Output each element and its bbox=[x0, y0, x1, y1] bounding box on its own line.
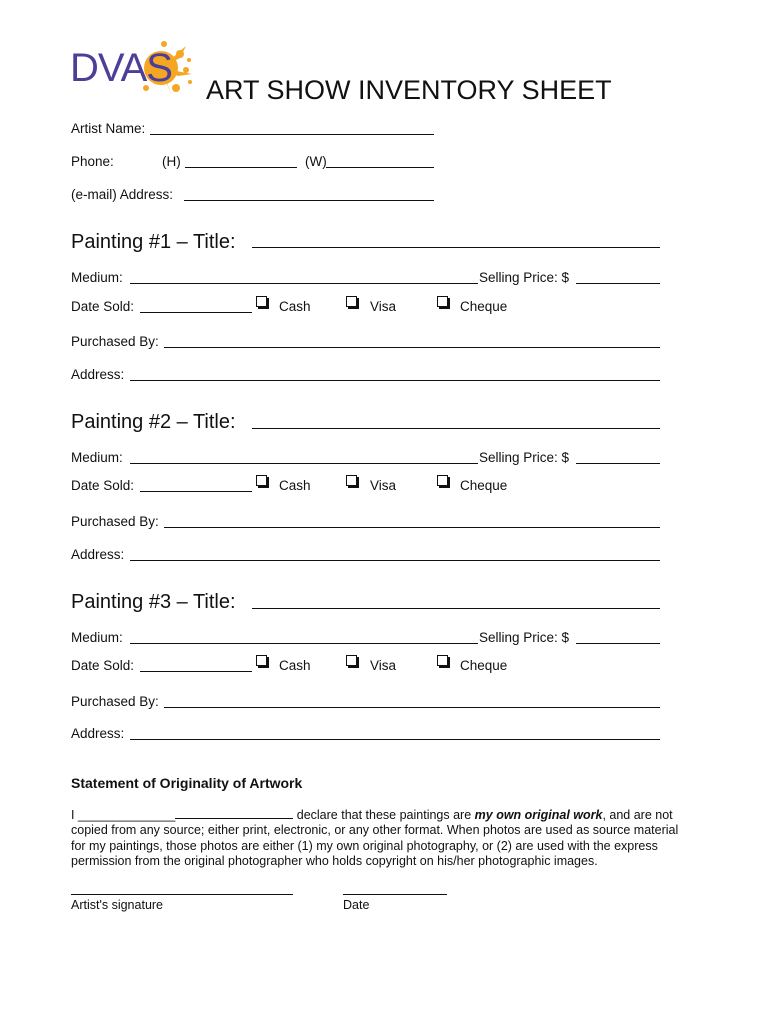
painting-3-cheque-label: Cheque bbox=[460, 658, 508, 673]
painting-2-medium-field[interactable] bbox=[130, 463, 478, 464]
painting-1-cheque-checkbox[interactable] bbox=[437, 296, 448, 307]
painting-2-visa-checkbox[interactable] bbox=[346, 475, 357, 486]
painting-1-date-sold-field[interactable] bbox=[140, 312, 252, 313]
painting-3-purchased-by-field[interactable] bbox=[164, 707, 660, 708]
painting-1-heading: Painting #1 – Title: bbox=[71, 231, 236, 253]
statement-text-after: , and are not copied from any source; either print, electronic, or any other format. When photos are used as source material for my paintings, those photos are either (1) my own original photography, or (2) are used with the express permission from the original photographer who holds copyright on his/her photographic images. bbox=[71, 808, 679, 868]
painting-1-cash-label: Cash bbox=[279, 299, 311, 314]
painting-3-cheque-checkbox[interactable] bbox=[437, 655, 448, 666]
statement-paragraph bbox=[71, 808, 691, 869]
painting-2-cash-checkbox[interactable] bbox=[256, 475, 267, 486]
statement-emphasis: my own original work bbox=[474, 808, 603, 822]
painting-2-price-label: Selling Price: $ bbox=[479, 450, 570, 465]
painting-1-date-sold-label: Date Sold: bbox=[71, 299, 135, 314]
painting-3-heading: Painting #3 – Title: bbox=[71, 591, 236, 613]
painting-2-purchased-by-label: Purchased By: bbox=[71, 514, 159, 529]
painting-2-title-field[interactable] bbox=[252, 428, 660, 429]
declarant-name-field[interactable] bbox=[175, 808, 293, 819]
painting-3-date-sold-label: Date Sold: bbox=[71, 658, 135, 673]
painting-2-cheque-label: Cheque bbox=[460, 478, 508, 493]
date-label: Date bbox=[343, 898, 370, 912]
painting-1-medium-label: Medium: bbox=[71, 270, 123, 285]
painting-2-medium-label: Medium: bbox=[71, 450, 123, 465]
painting-3-price-field[interactable] bbox=[576, 643, 660, 644]
painting-3-price-label: Selling Price: $ bbox=[479, 630, 570, 645]
dvas-logo bbox=[68, 36, 198, 106]
logo-text: DVAS bbox=[70, 46, 172, 90]
painting-3-address-label: Address: bbox=[71, 726, 125, 741]
painting-3-medium-label: Medium: bbox=[71, 630, 123, 645]
painting-3-cash-checkbox[interactable] bbox=[256, 655, 267, 666]
work-phone-label: (W) bbox=[305, 154, 327, 169]
signature-label: Artist's signature bbox=[71, 898, 164, 912]
painting-3-medium-field[interactable] bbox=[130, 643, 478, 644]
page-title: ART SHOW INVENTORY SHEET bbox=[206, 75, 612, 105]
painting-1-visa-label: Visa bbox=[370, 299, 397, 314]
painting-3-address-field[interactable] bbox=[130, 739, 660, 740]
signature-field[interactable] bbox=[71, 894, 293, 895]
painting-3-date-sold-field[interactable] bbox=[140, 671, 252, 672]
email-field[interactable] bbox=[184, 200, 434, 201]
painting-1-medium-field[interactable] bbox=[130, 283, 478, 284]
painting-1-address-label: Address: bbox=[71, 367, 125, 382]
painting-1-visa-checkbox[interactable] bbox=[346, 296, 357, 307]
artist-name-field[interactable] bbox=[150, 134, 434, 135]
painting-3-cash-label: Cash bbox=[279, 658, 311, 673]
painting-2-date-sold-label: Date Sold: bbox=[71, 478, 135, 493]
painting-2-cash-label: Cash bbox=[279, 478, 311, 493]
painting-2-visa-label: Visa bbox=[370, 478, 397, 493]
statement-prefix: I ______________ bbox=[71, 808, 176, 822]
painting-2-heading: Painting #2 – Title: bbox=[71, 411, 236, 433]
painting-3-visa-checkbox[interactable] bbox=[346, 655, 357, 666]
painting-2-address-field[interactable] bbox=[130, 560, 660, 561]
statement-heading: Statement of Originality of Artwork bbox=[71, 775, 303, 791]
painting-2-price-field[interactable] bbox=[576, 463, 660, 464]
painting-1-price-label: Selling Price: $ bbox=[479, 270, 570, 285]
painting-1-purchased-by-field[interactable] bbox=[164, 347, 660, 348]
painting-3-title-field[interactable] bbox=[252, 608, 660, 609]
painting-2-date-sold-field[interactable] bbox=[140, 491, 252, 492]
painting-1-cheque-label: Cheque bbox=[460, 299, 508, 314]
home-phone-field[interactable] bbox=[185, 167, 297, 168]
painting-1-cash-checkbox[interactable] bbox=[256, 296, 267, 307]
painting-2-cheque-checkbox[interactable] bbox=[437, 475, 448, 486]
painting-3-visa-label: Visa bbox=[370, 658, 397, 673]
artist-name-label: Artist Name: bbox=[71, 121, 146, 136]
painting-2-address-label: Address: bbox=[71, 547, 125, 562]
statement-text-before: declare that these paintings are bbox=[293, 808, 475, 822]
painting-1-purchased-by-label: Purchased By: bbox=[71, 334, 159, 349]
painting-1-title-field[interactable] bbox=[252, 247, 660, 248]
email-label: (e-mail) Address: bbox=[71, 187, 174, 202]
painting-3-purchased-by-label: Purchased By: bbox=[71, 694, 159, 709]
date-field[interactable] bbox=[343, 894, 447, 895]
phone-label: Phone: bbox=[71, 154, 114, 169]
painting-1-price-field[interactable] bbox=[576, 283, 660, 284]
home-phone-label: (H) bbox=[162, 154, 181, 169]
painting-1-address-field[interactable] bbox=[130, 380, 660, 381]
work-phone-field[interactable] bbox=[326, 167, 434, 168]
painting-2-purchased-by-field[interactable] bbox=[164, 527, 660, 528]
